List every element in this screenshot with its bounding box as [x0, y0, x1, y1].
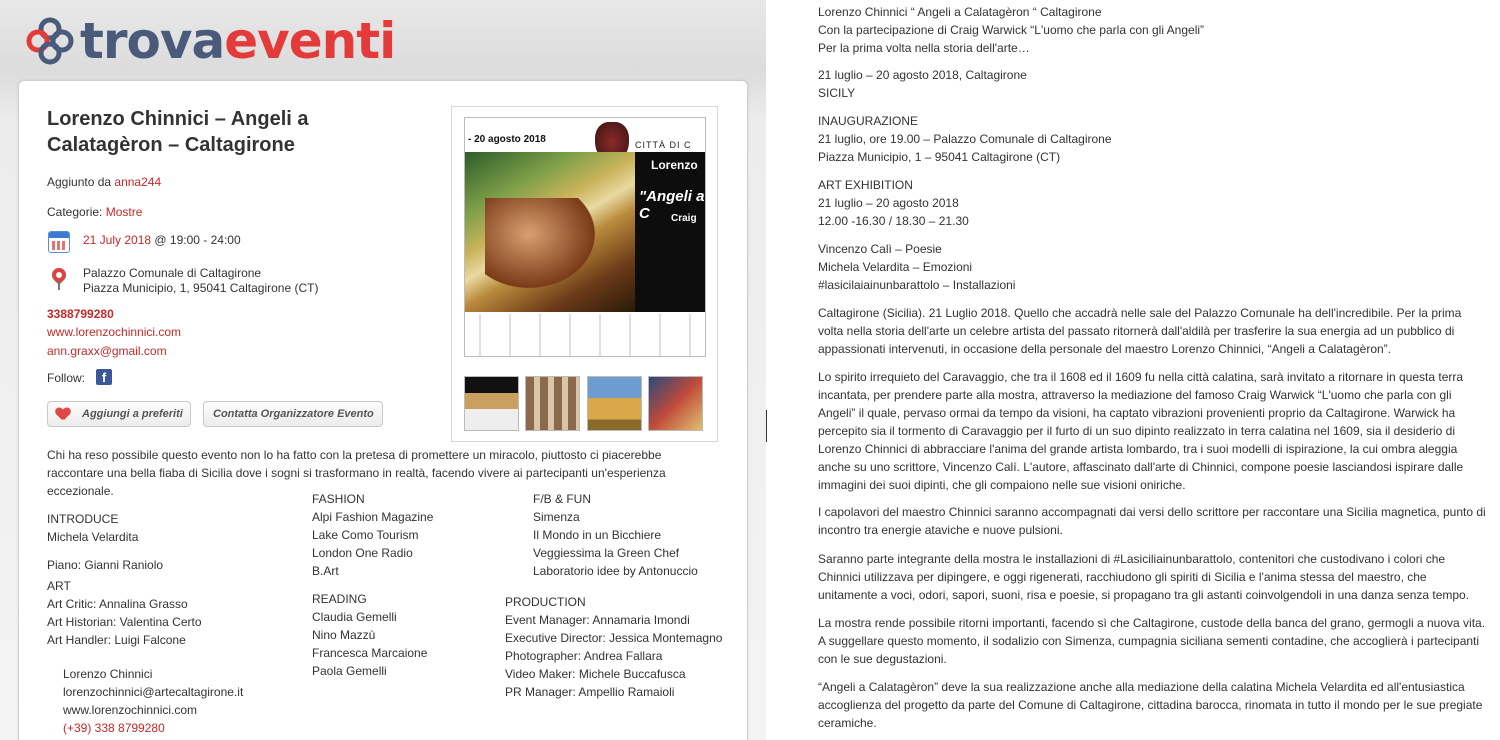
phone-link[interactable]: 3388799280 — [47, 307, 114, 321]
poster-city-text: CITTÀ DI C — [635, 140, 692, 150]
contact-name: Lorenzo Chinnici — [63, 667, 153, 681]
production-item: Photographer: Andrea Fallara — [505, 649, 663, 663]
reading-item: Claudia Gemelli — [312, 610, 397, 624]
right-text-line: Vincenzo Calì – Poesie — [818, 242, 942, 256]
right-text-line: 21 luglio, ore 19.00 – Palazzo Comunale di Caltagirone — [818, 132, 1112, 146]
poster-craig-text: Craig — [671, 213, 697, 224]
poster-dark-panel — [635, 152, 706, 312]
description-intro: Chi ha reso possibile questo evento non lo ha fatto con la pretesa di promettere un miracolo, piuttosto ci piacerebbe raccontare una bella fiaba di Sicilia dove i sogni si trasformano in realtà, facendo vivere ai partecipanti un'esperienza eccezionale. — [47, 448, 666, 498]
logo-text-part2: eventi — [224, 12, 396, 70]
fb-item: Veggiessima la Green Chef — [533, 546, 680, 560]
right-credits — [818, 240, 1488, 294]
poster-angeli-text: "Angeli a C — [639, 188, 705, 222]
gallery-thumbnail[interactable] — [587, 376, 642, 431]
right-paragraph-4: Saranno parte integrante della mostra le installazioni di #Lasiciliainunbarattolo, contenitori che custodivano i colori che Chinnici utilizzava per dipingere, e oggi rigenerati, racchiudono gli spiriti di Sicilia e l'anima stessa del maestro, che unitamente a voci, odori, sapori, suoni, risa e poesie, si propagano tra gli astanti coinvolgendoli in una danza senza tempo. — [818, 552, 1470, 602]
right-inauguration — [818, 112, 1488, 166]
right-intro — [818, 3, 1488, 57]
art-credit: Art Critic: Annalina Grasso — [47, 597, 188, 611]
contact-organizer-label: Contatta Organizzatore Evento — [213, 408, 374, 420]
right-dates — [818, 66, 1488, 102]
logo-text-part1: trova — [80, 12, 225, 70]
right-text-line: 21 luglio – 20 agosto 2018, Caltagirone — [818, 68, 1027, 82]
added-by-label: Aggiunto da — [47, 175, 112, 189]
site-logo[interactable] — [22, 6, 395, 76]
production-heading: PRODUCTION — [505, 595, 586, 609]
right-text-line: #lasicilaiainunbarattolo – Installazioni — [818, 278, 1016, 292]
right-exhibition — [818, 176, 1488, 230]
event-datetime — [83, 231, 241, 249]
column-divider — [766, 410, 767, 442]
fashion-item: London One Radio — [312, 546, 413, 560]
category-link[interactable]: Mostre — [105, 205, 143, 219]
added-by — [47, 173, 161, 191]
fb-heading: F/B & FUN — [533, 492, 592, 506]
right-text-line: Piazza Municipio, 1 – 95041 Caltagirone (CT) — [818, 150, 1061, 164]
poster-sponsor-logos — [465, 314, 706, 357]
fashion-item: Lake Como Tourism — [312, 528, 419, 542]
contact-website: www.lorenzochinnici.com — [63, 703, 198, 717]
email-link[interactable]: ann.graxx@gmail.com — [47, 344, 167, 358]
follow-label: Follow: — [47, 371, 86, 385]
production-item: Video Maker: Michele Buccafusca — [505, 667, 686, 681]
gallery-thumbnail[interactable] — [648, 376, 703, 431]
contact-organizer-button[interactable] — [203, 401, 383, 427]
right-text-line: 21 luglio – 20 agosto 2018 — [818, 196, 959, 210]
production-item: Executive Director: Jessica Montemagno — [505, 631, 723, 645]
right-text-line: Lorenzo Chinnici “ Angeli a Calatagèron “ Caltagirone — [818, 5, 1102, 19]
art-credit: Art Handler: Luigi Falcone — [47, 633, 186, 647]
event-date-link[interactable]: 21 July 2018 — [83, 233, 152, 247]
fashion-heading: FASHION — [312, 492, 365, 506]
reading-item: Paola Gemelli — [312, 664, 387, 678]
logo-text — [80, 12, 396, 70]
reading-heading: READING — [312, 592, 367, 606]
gallery-thumbnail[interactable] — [464, 376, 519, 431]
production-item: PR Manager: Ampellio Ramaioli — [505, 685, 675, 699]
right-paragraph-3: I capolavori del maestro Chinnici saranno accompagnati dai versi dello scrittore per raccontare una Sicilia magnetica, punto di incontro tra energie ataviche e nuove pulsioni. — [818, 505, 1486, 537]
poster-figure — [485, 198, 595, 288]
right-paragraph-2: Lo spirito irrequieto del Caravaggio, che tra il 1608 ed il 1609 fu nella città calatina, sarà invitato a ritornare in questa terra incantata, per prendere parte alla mostra, attraverso la mediazione del famoso Craig Warwick “L'uomo che parla con gli Angeli” il quale, pervaso ormai da tempo da visioni, ha captato vibrazioni provenienti proprio da Caltagirone. Warwick ha percepito sia il tormento di Caravaggio per il furto di un suo dipinto realizzato in terra calatina nel 1609, sia il desiderio di Lorenzo Chinnici di abbracciare l'anima del grande artista lombardo, tra i suoi modelli di ispirazione, la cui ombra aleggia anche su uno scrittore, Vincenzo Calí. L'autore, affascinato dall'arte di Chinnici, compone poesie lasciandosi ispirare dalle immagini dei suoi dipinti, che gli compaiono nelle sue visioni oniriche. — [818, 370, 1464, 492]
piano-credit: Piano: Gianni Raniolo — [47, 558, 164, 572]
right-text-line: INAUGURAZIONE — [818, 114, 919, 128]
reading-item: Nino Mazzù — [312, 628, 376, 642]
fb-item: Laboratorio idee by Antonuccio — [533, 564, 698, 578]
right-paragraph-6: “Angeli a Calatagèron” deve la sua realizzazione anche alla mediazione della calatina Michela Velardita ed all'entusiastica accoglienza del progetto da parte del Comune di Caltagirone, cittadina barocca, rinomata in tutto il mondo per le sue pregiate ceramiche. — [818, 680, 1483, 730]
logo-mark-icon — [22, 13, 78, 69]
right-text-line: ART EXHIBITION — [818, 178, 913, 192]
poster-name-text: Lorenzo — [651, 158, 698, 172]
website-link[interactable]: www.lorenzochinnici.com — [47, 325, 182, 339]
right-paragraph-5: La mostra rende possibile ritorni importanti, facendo sì che Caltagirone, custode della banca del grano, germogli a nuova vita. A suggellare questo momento, il sodalizio con Simenza, cumpagnia siciliana sementi contadine, che accoglierà i partecipanti con le sue degustazioni. — [818, 616, 1486, 666]
right-text-line: Per la prima volta nella storia dell'arte… — [818, 41, 1030, 55]
event-poster-image[interactable] — [464, 117, 706, 357]
calendar-icon — [48, 231, 70, 253]
event-title: Lorenzo Chinnici – Angeli a Calatagèron – Caltagirone — [47, 108, 309, 156]
fb-item: Simenza — [533, 510, 580, 524]
fashion-item: Alpi Fashion Magazine — [312, 510, 434, 524]
event-time: @ 19:00 - 24:00 — [154, 233, 241, 247]
introduce-heading: INTRODUCE — [47, 512, 119, 526]
right-text-line: 12.00 -16.30 / 18.30 – 21.30 — [818, 214, 969, 228]
contact-email: lorenzochinnici@artecaltagirone.it — [63, 685, 244, 699]
right-text-line: SICILY — [818, 86, 856, 100]
gallery-thumbnail[interactable] — [525, 376, 580, 431]
facebook-icon[interactable]: f — [96, 369, 112, 385]
reading-item: Francesca Marcaione — [312, 646, 428, 660]
category-label: Categorie: — [47, 205, 103, 219]
added-by-user-link[interactable]: anna244 — [114, 175, 162, 189]
fashion-item: B.Art — [312, 564, 339, 578]
art-credit: Art Historian: Valentina Certo — [47, 615, 202, 629]
right-text-line: Con la partecipazione di Craig Warwick “L'uomo che parla con gli Angeli” — [818, 23, 1205, 37]
introduce-name: Michela Velardita — [47, 530, 139, 544]
poster-date-text: - 20 agosto 2018 — [468, 134, 546, 145]
venue-address: Piazza Municipio, 1, 95041 Caltagirone (CT) — [83, 281, 319, 295]
production-item: Event Manager: Annamaria Imondi — [505, 613, 690, 627]
venue-name: Palazzo Comunale di Caltagirone — [83, 266, 262, 280]
category-row — [47, 203, 142, 221]
heart-icon — [56, 408, 70, 420]
map-pin-stick — [58, 280, 60, 290]
contact-phone-link[interactable]: (+39) 338 8799280 — [63, 721, 165, 735]
add-to-favorites-label: Aggiungi a preferiti — [82, 408, 183, 420]
art-heading: ART — [47, 579, 71, 593]
right-text-line: Michela Velardita – Emozioni — [818, 260, 973, 274]
add-to-favorites-button[interactable] — [47, 401, 191, 427]
right-paragraph-1: Caltagirone (Sicilia). 21 Luglio 2018. Quello che accadrà nelle sale del Palazzo Comunale ha dell'incredibile. Per la prima volta nella storia dell'arte un celebre artista del passato ritornerà dall'aldilà per trasferire la sua energia ad un pubblico di appassionati intervenuti, in occasione della personale del maestro Lorenzo Chinnici, “Angeli a Calatagèron”. — [818, 306, 1462, 356]
fb-item: Il Mondo in un Bicchiere — [533, 528, 662, 542]
